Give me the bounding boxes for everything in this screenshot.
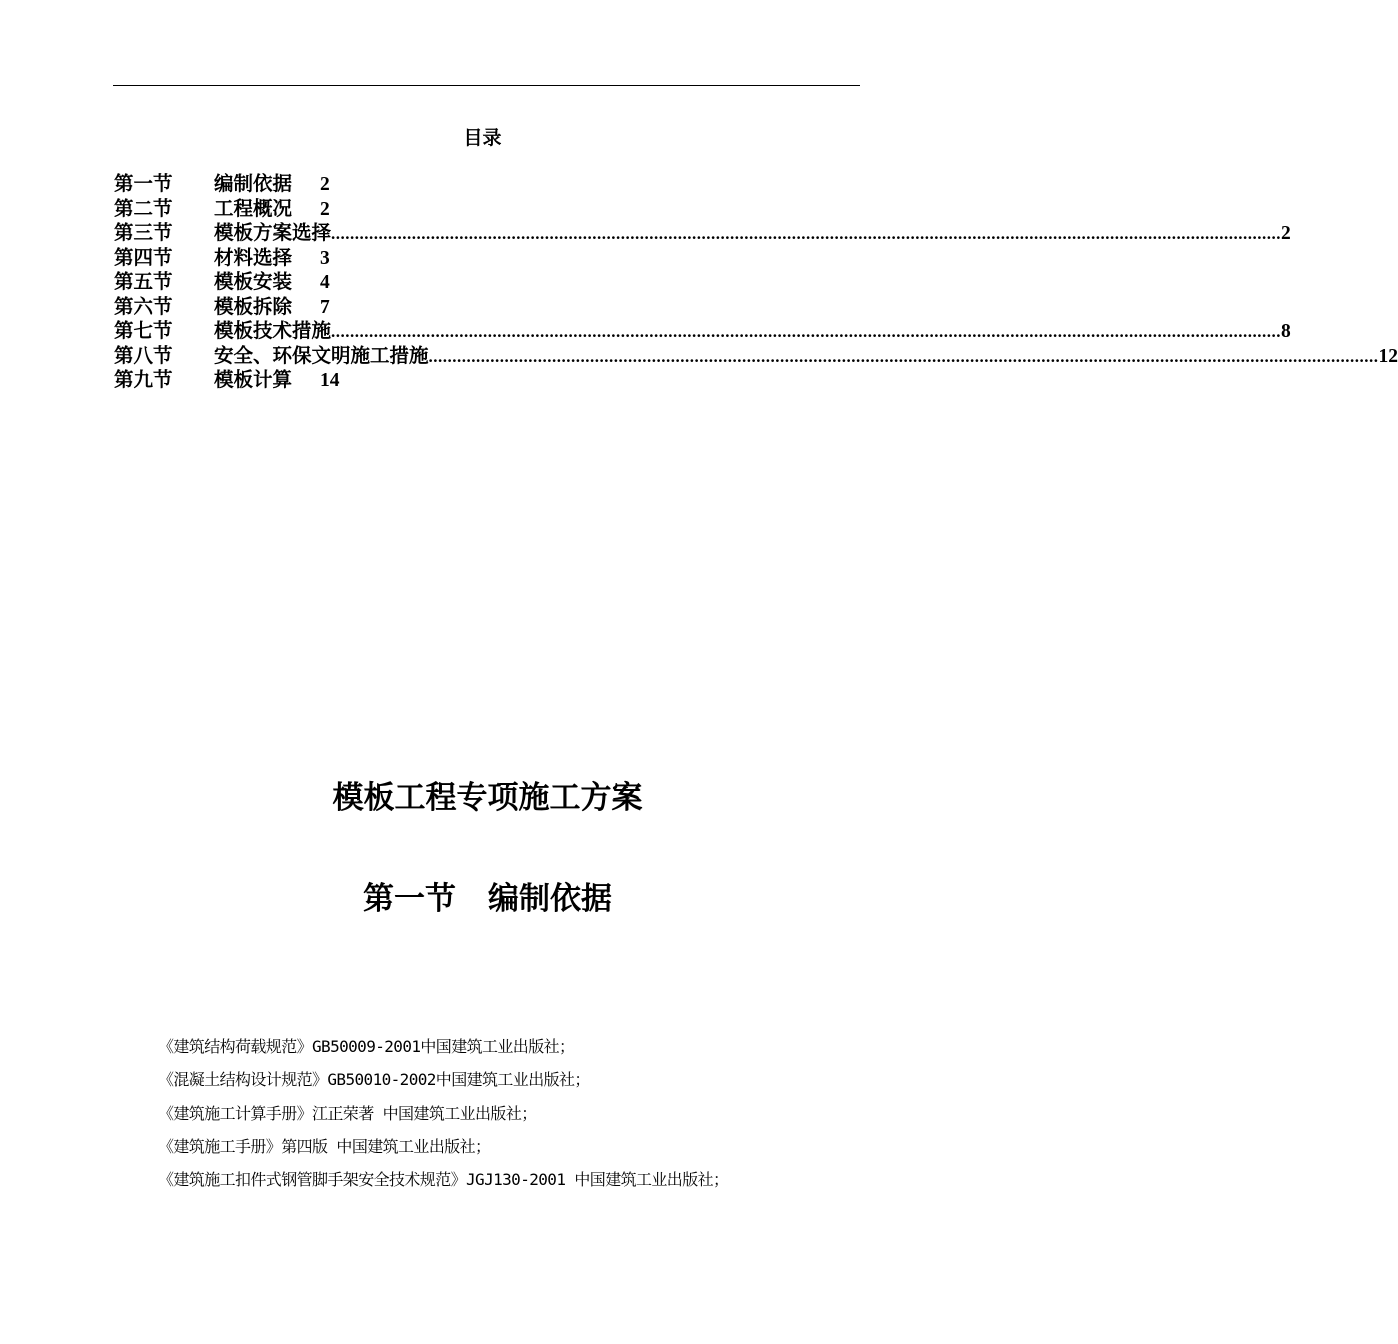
toc-entry-section: 第六节 <box>114 294 173 318</box>
toc-entry-page: 7 <box>320 296 330 318</box>
toc-entry-page: 12 <box>1378 345 1398 367</box>
toc-leader-dots: ........................................................................................................................................................................................................ <box>428 346 1379 366</box>
toc-entry-page: 4 <box>320 272 330 293</box>
toc-entry[interactable] <box>114 221 1291 246</box>
toc-entry[interactable] <box>114 172 860 197</box>
toc-entry-section: 第九节 <box>114 368 173 391</box>
toc-entry[interactable] <box>114 368 860 393</box>
table-of-contents <box>114 172 1398 393</box>
document-title: 模板工程专项施工方案 <box>332 780 643 816</box>
toc-entry-page: 14 <box>320 370 340 391</box>
section-name: 编制依据 <box>488 881 612 917</box>
reference-item: 《建筑施工手册》第四版 中国建筑工业出版社； <box>158 1136 491 1156</box>
toc-entry-name: 模板方案选择 <box>214 221 332 244</box>
toc-entry-section: 第五节 <box>114 270 173 293</box>
toc-entry-section: 第七节 <box>114 319 173 342</box>
reference-list <box>158 1036 858 1202</box>
toc-entry-section: 第八节 <box>114 343 173 367</box>
section-number: 第一节 <box>363 881 456 917</box>
toc-entry-page: 2 <box>320 198 330 220</box>
toc-entry-section: 第四节 <box>114 245 173 269</box>
toc-leader-dots: ........................................................................................................................................................................................................ <box>331 224 1282 243</box>
toc-entry-section: 第三节 <box>114 221 173 244</box>
toc-entry-name: 编制依据 <box>214 172 293 195</box>
toc-entry-page: 2 <box>320 174 330 195</box>
reference-item: 《建筑施工计算手册》江正荣著 中国建筑工业出版社； <box>158 1103 537 1123</box>
toc-entry[interactable] <box>114 270 860 295</box>
toc-entry-name: 材料选择 <box>214 245 293 269</box>
toc-entry-name: 安全、环保文明施工措施 <box>214 343 429 367</box>
toc-entry-name: 工程概况 <box>214 196 293 220</box>
toc-entry-name: 模板安装 <box>214 270 293 293</box>
toc-entry-section: 第一节 <box>114 172 173 195</box>
toc-title: 目录 <box>463 127 502 149</box>
toc-entry-name: 模板计算 <box>214 368 293 391</box>
reference-item: 《混凝土结构设计规范》GB50010-2002中国建筑工业出版社； <box>158 1070 590 1090</box>
toc-entry[interactable] <box>114 343 1398 369</box>
toc-entry[interactable] <box>114 197 860 222</box>
toc-entry-name: 模板技术措施 <box>214 319 332 342</box>
toc-entry-name: 模板拆除 <box>214 294 293 318</box>
toc-entry-page: 2 <box>1281 223 1291 244</box>
toc-entry[interactable] <box>114 246 860 271</box>
toc-entry-section: 第二节 <box>114 196 173 220</box>
toc-leader-dots: ........................................................................................................................................................................................................ <box>331 322 1282 341</box>
toc-entry-page: 8 <box>1281 321 1291 342</box>
reference-item: 《建筑施工扣件式钢管脚手架安全技术规范》JGJ130-2001 中国建筑工业出版社； <box>158 1170 729 1190</box>
toc-entry[interactable] <box>114 319 1291 344</box>
section-heading <box>0 873 975 918</box>
reference-item: 《建筑结构荷载规范》GB50009-2001中国建筑工业出版社； <box>158 1037 575 1056</box>
toc-entry[interactable] <box>114 295 860 320</box>
header-rule <box>113 85 860 86</box>
toc-entry-page: 3 <box>320 247 330 269</box>
